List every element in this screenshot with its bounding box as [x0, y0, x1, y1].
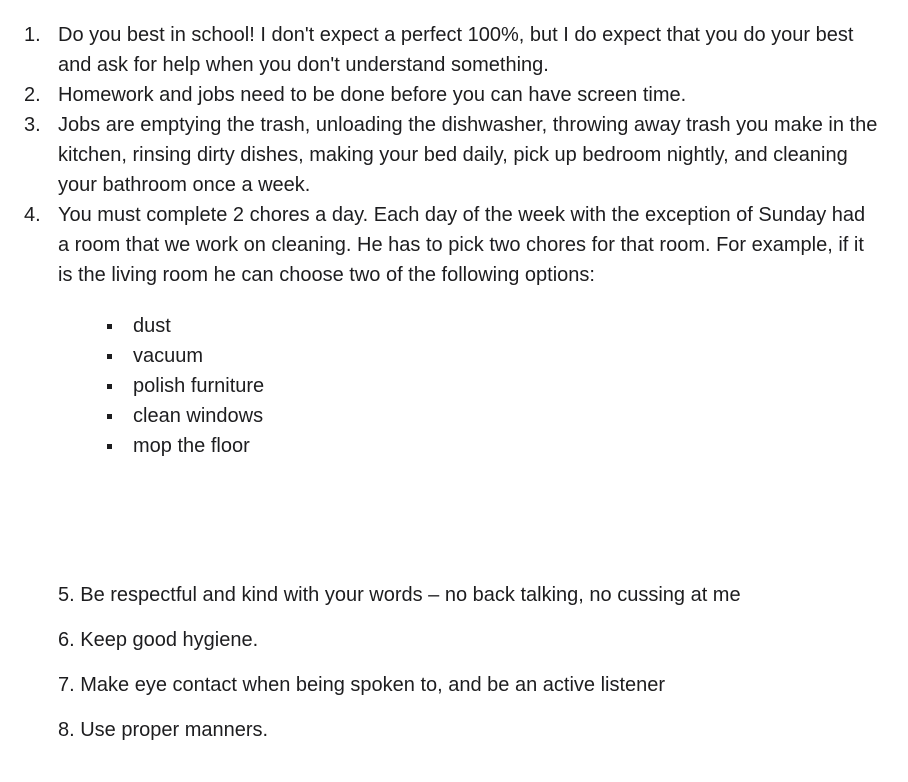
- option-text: mop the floor: [133, 435, 250, 457]
- list-item-number: 2.: [24, 84, 41, 106]
- option-item: [0, 431, 908, 461]
- rule-paragraph: 8. Use proper manners.: [58, 719, 269, 741]
- list-item: [0, 110, 908, 200]
- list-item: [0, 200, 908, 290]
- list-item-number: 1.: [24, 24, 41, 46]
- square-bullet-icon: [107, 384, 112, 389]
- option-item: [0, 311, 908, 341]
- list-item-text: You must complete 2 chores a day. Each day of the week with the exception of Sunday had a room that we work on cleaning. He has to pick two chores for that room. For example, if it is the living room he can choose two of the following options:: [58, 204, 866, 286]
- option-text: polish furniture: [133, 375, 265, 397]
- rule-paragraph: 7. Make eye contact when being spoken to, and be an active listener: [58, 674, 666, 696]
- square-bullet-icon: [107, 324, 112, 329]
- list-item-number: 3.: [24, 114, 41, 136]
- list-item-text: Homework and jobs need to be done before you can have screen time.: [58, 84, 687, 106]
- rule-paragraph: 5. Be respectful and kind with your words – no back talking, no cussing at me: [58, 584, 741, 606]
- list-item-text: Jobs are emptying the trash, unloading the dishwasher, throwing away trash you make in the kitchen, rinsing dirty dishes, making your bed daily, pick up bedroom nightly, and cleaning your bathroom once a week.: [58, 114, 878, 196]
- list-item: [0, 80, 908, 110]
- option-text: vacuum: [133, 345, 204, 367]
- square-bullet-icon: [107, 354, 112, 359]
- option-item: [0, 371, 908, 401]
- list-item-text: Do you best in school! I don't expect a perfect 100%, but I do expect that you do your best and ask for help when you don't understand something.: [58, 24, 854, 76]
- list-item: [0, 20, 908, 80]
- option-item: [0, 401, 908, 431]
- list-item-number: 4.: [24, 204, 41, 226]
- rules-list: [0, 20, 908, 290]
- option-text: clean windows: [133, 405, 264, 427]
- chore-options-list: [0, 311, 908, 461]
- document-body: [0, 20, 908, 461]
- square-bullet-icon: [107, 414, 112, 419]
- rule-paragraph: 6. Keep good hygiene.: [58, 629, 259, 651]
- option-text: dust: [133, 315, 171, 337]
- option-item: [0, 341, 908, 371]
- square-bullet-icon: [107, 444, 112, 449]
